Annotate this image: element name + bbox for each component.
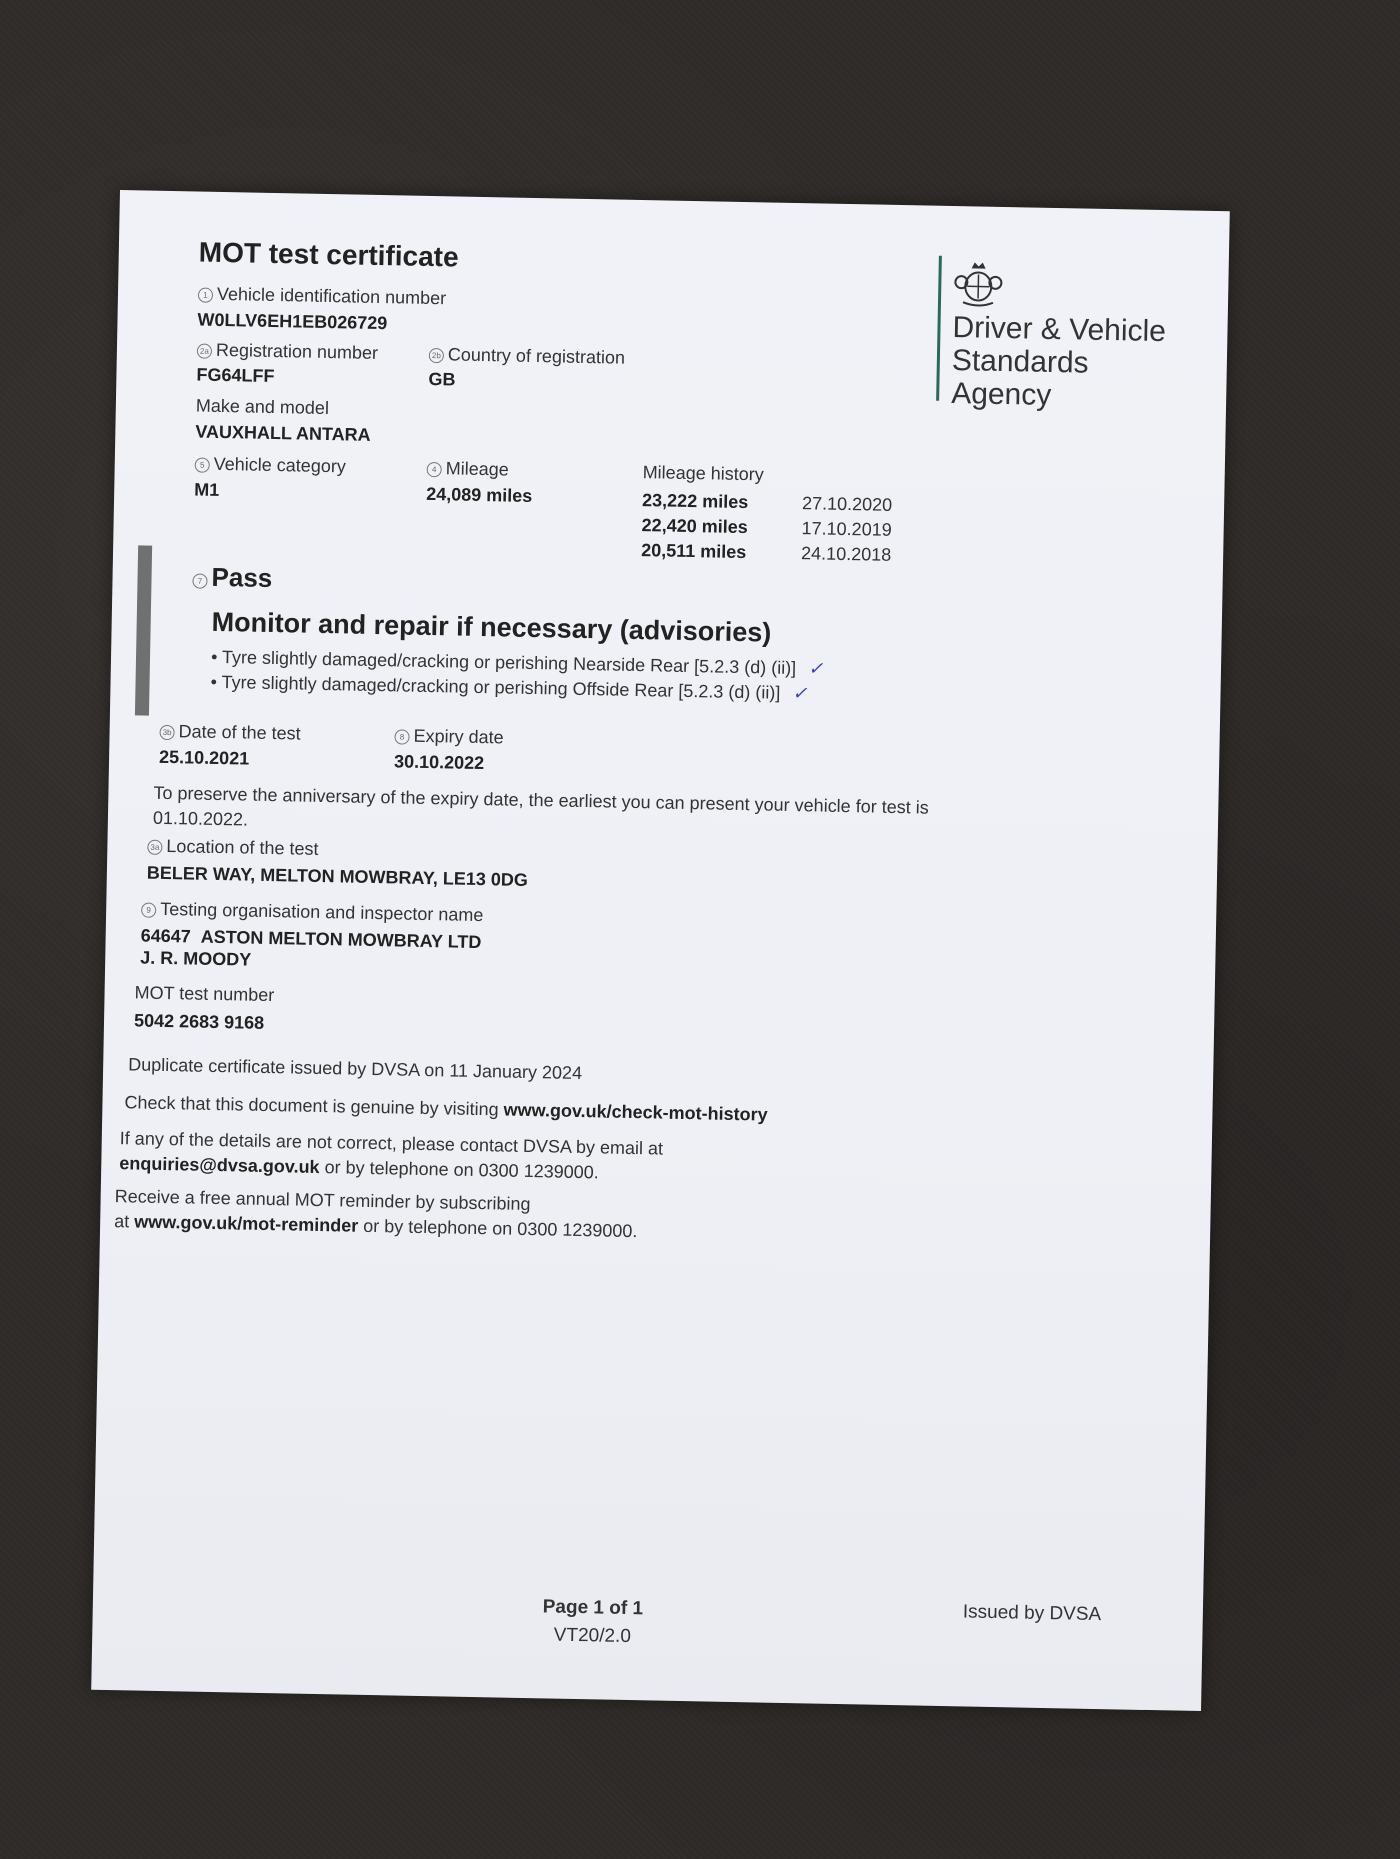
registration-value: FG64LFF: [196, 364, 275, 386]
handwritten-tick-icon: ✓: [807, 658, 824, 679]
country-value: GB: [428, 368, 456, 390]
expiry-date-label: [394, 725, 503, 748]
mot-reminder-link[interactable]: www.gov.uk/mot-reminder: [134, 1211, 359, 1236]
location-label-text: Location of the test: [166, 836, 319, 859]
make-model-value: VAUXHALL ANTARA: [195, 421, 371, 445]
field-number-badge: 3a: [147, 840, 162, 855]
check-mot-history-link[interactable]: www.gov.uk/check-mot-history: [503, 1099, 768, 1125]
advisory-text: Tyre slightly damaged/cracking or perishing Offside Rear [5.2.3 (d) (ii)]: [221, 672, 781, 703]
history-miles: 23,222 miles: [641, 490, 749, 513]
test-number-label: MOT test number: [134, 982, 275, 1006]
agency-line: Driver & Vehicle: [952, 311, 1167, 349]
reminder-suffix: or by telephone on 0300 1239000.: [358, 1215, 638, 1242]
field-number-badge: 7: [192, 573, 207, 588]
field-number-badge: 4: [427, 462, 442, 477]
vin-value: W0LLV6EH1EB026729: [197, 309, 388, 334]
document-title: MOT test certificate: [198, 236, 459, 273]
mileage-value: 24,089 miles: [426, 483, 533, 506]
anniversary-note: To preserve the anniversary of the expiry date, the earliest you can present your vehicle for test is 01.10.2022.: [152, 782, 929, 830]
reminder-prefix: at: [114, 1211, 135, 1232]
result-status: [192, 561, 272, 594]
agency-name: [951, 311, 1166, 414]
organisation-label: [141, 899, 484, 927]
organisation-id: 64647: [140, 925, 191, 947]
mileage-history-row: [641, 538, 892, 568]
contact-line: If any of the details are not correct, please contact DVSA by email at: [119, 1128, 664, 1159]
contact-suffix: or by telephone on 0300 1239000.: [319, 1157, 599, 1183]
location-label: [147, 836, 318, 860]
test-date-value: 25.10.2021: [158, 746, 250, 769]
contact-email-link[interactable]: enquiries@dvsa.gov.uk: [119, 1153, 320, 1178]
mileage-label: [427, 458, 509, 481]
registration-label: [197, 340, 378, 364]
history-date: 27.10.2020: [801, 493, 893, 515]
field-number-badge: 2b: [429, 348, 444, 363]
check-genuine-text: Check that this document is genuine by visiting: [124, 1092, 504, 1120]
category-value: M1: [194, 479, 220, 500]
reminder-line: Receive a free annual MOT reminder by subscribing: [114, 1186, 531, 1215]
vin-label: [198, 284, 446, 310]
handwritten-tick-icon: ✓: [792, 683, 808, 704]
country-label: [429, 344, 625, 369]
form-code: VT20/2.0: [553, 1624, 632, 1648]
agency-line: Agency: [950, 376, 1052, 412]
mileage-history-list: [641, 488, 892, 568]
advisory-heading: Monitor and repair if necessary (advisories): [211, 606, 772, 648]
history-date: 24.10.2018: [800, 543, 892, 565]
category-label: [195, 453, 346, 477]
check-genuine-note: [124, 1090, 768, 1127]
reminder-note: [114, 1184, 638, 1244]
result-side-bar: [135, 545, 152, 715]
category-label-text: Vehicle category: [213, 453, 347, 477]
field-number-badge: 2a: [197, 344, 212, 359]
agency-line: Standards: [951, 344, 1089, 380]
field-number-badge: 9: [141, 903, 156, 918]
history-date: 17.10.2019: [801, 518, 892, 540]
mileage-history-label: Mileage history: [642, 462, 764, 485]
organisation-label-text: Testing organisation and inspector name: [160, 898, 484, 926]
country-label-text: Country of registration: [447, 344, 626, 368]
test-date-label: [159, 721, 300, 745]
contact-note: [119, 1126, 663, 1186]
field-number-badge: 3b: [159, 725, 174, 740]
test-date-label-text: Date of the test: [178, 721, 301, 744]
mileage-label-text: Mileage: [445, 458, 509, 480]
make-model-label: Make and model: [195, 395, 330, 419]
agency-rule: [936, 256, 942, 401]
page-number: Page 1 of 1: [542, 1596, 644, 1620]
issued-by: Issued by DVSA: [962, 1601, 1102, 1626]
page-footer: [92, 1585, 1093, 1660]
expiry-date-label-text: Expiry date: [413, 725, 504, 748]
test-number-value: 5042 2683 9168: [133, 1010, 265, 1033]
vin-label-text: Vehicle identification number: [216, 283, 447, 309]
field-number-badge: 5: [195, 457, 210, 472]
advisory-list: [210, 647, 823, 709]
expiry-date-value: 30.10.2022: [393, 751, 485, 774]
history-miles: 20,511 miles: [640, 540, 747, 563]
location-value: BELER WAY, MELTON MOWBRAY, LE13 0DG: [146, 862, 529, 890]
registration-label-text: Registration number: [215, 339, 379, 363]
field-number-badge: 8: [394, 729, 409, 744]
result-status-text: Pass: [211, 561, 273, 593]
royal-crest-icon: [953, 258, 1004, 307]
duplicate-note: Duplicate certificate issued by DVSA on 11 January 2024: [128, 1054, 583, 1084]
inspector-name: J. R. MOODY: [140, 947, 252, 970]
advisory-text: Tyre slightly damaged/cracking or perishing Nearside Rear [5.2.3 (d) (ii)]: [221, 647, 797, 679]
field-number-badge: 1: [198, 288, 213, 303]
mot-certificate-page: [91, 190, 1230, 1711]
organisation-name: ASTON MELTON MOWBRAY LTD: [200, 926, 482, 953]
history-miles: 22,420 miles: [641, 515, 748, 538]
